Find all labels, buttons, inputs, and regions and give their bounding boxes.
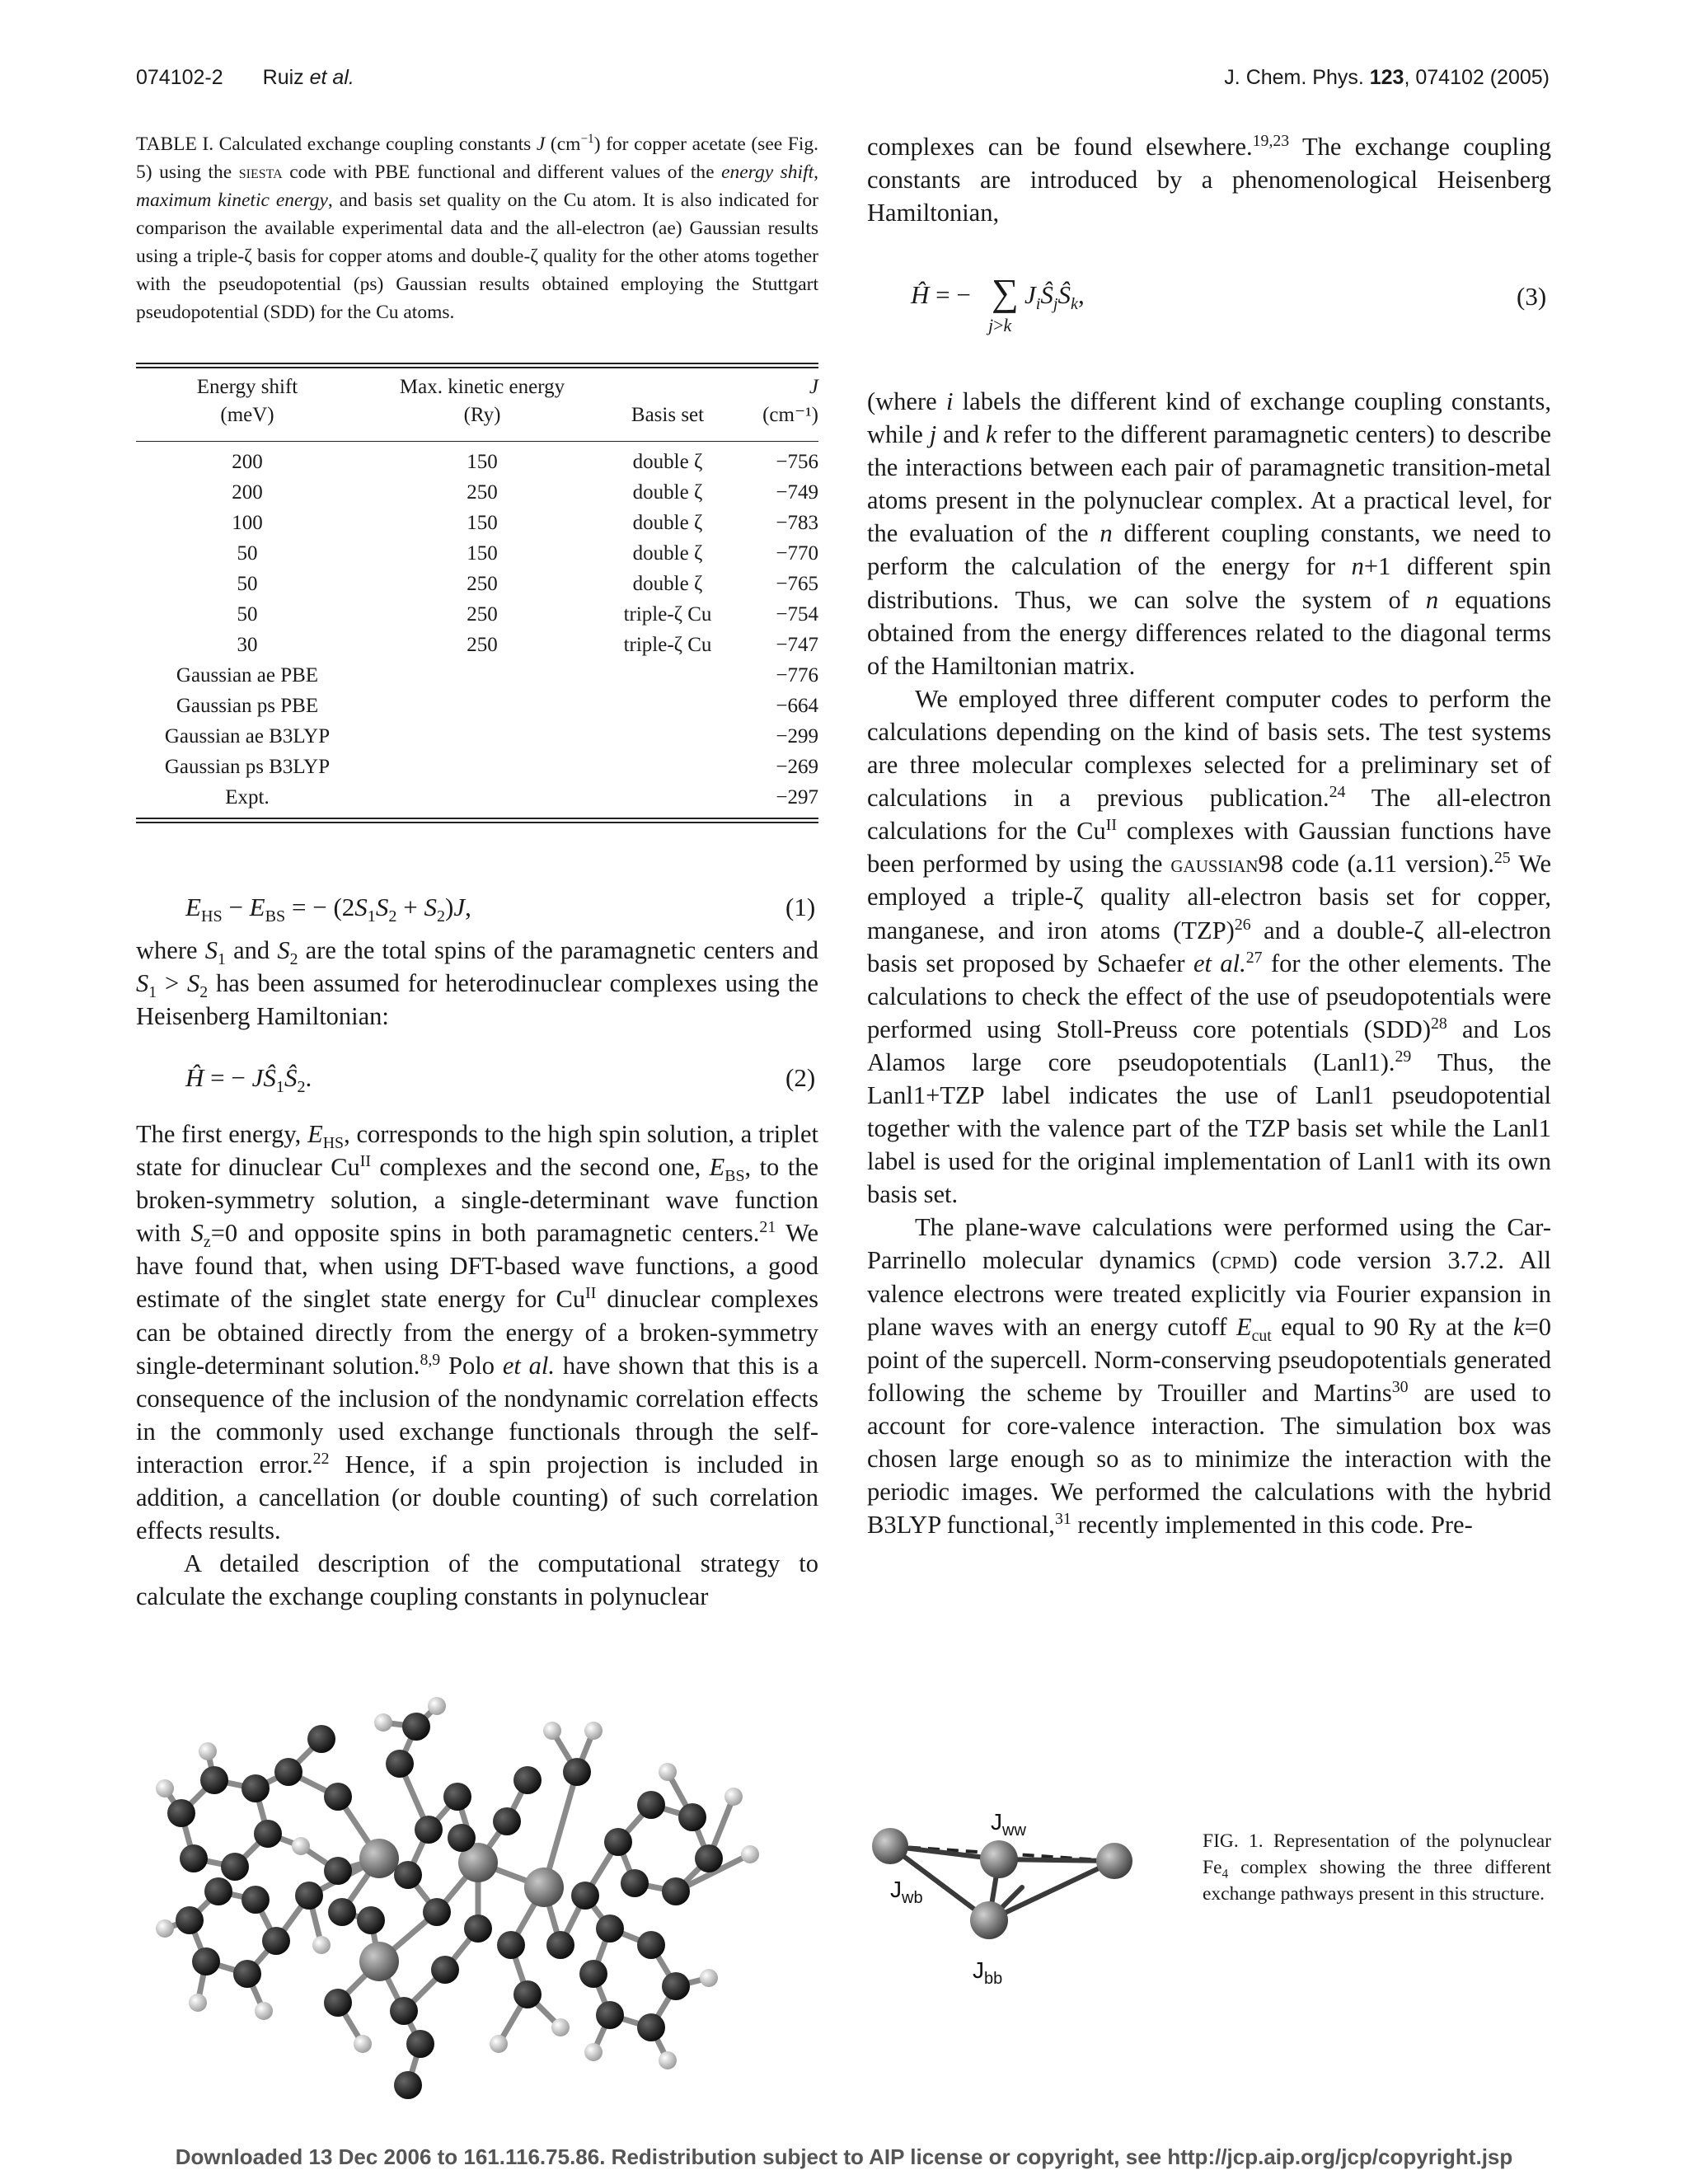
carbon-atom [493,1807,521,1835]
running-header-right [1224,66,1550,90]
hydrogen-atom [584,2043,603,2061]
table-row [136,660,818,691]
metal-atom [359,1942,399,1981]
carbon-atom [394,2071,422,2099]
label-jbb: $J_{bb}$ [973,1957,1003,1988]
hydrogen-atom [312,1936,331,1954]
table-cell: −297 [776,786,818,808]
carbon-atom [180,1844,208,1872]
carbon-atom [402,1713,430,1741]
carbon-atom [167,1799,195,1827]
table-bottom-rule [136,818,818,823]
carbon-atom [513,1766,542,1794]
table-row [136,447,818,477]
carbon-atom [621,1869,649,1897]
hydrogen-atom [255,2002,273,2020]
table-cell: 250 [467,603,498,626]
header-authors: Ruiz [262,66,304,89]
carbon-atom [596,2001,624,2029]
carbon-atom [307,1725,335,1753]
carbon-atom [221,1853,249,1881]
table-cell: 200 [232,481,263,504]
carbon-atom [176,1906,204,1934]
caption-italic: energy shift [721,162,814,183]
hydrogen-atom [354,2035,372,2053]
table-cell: double ζ [632,573,703,595]
table-cell: 200 [232,451,263,473]
carbon-atom [324,1783,352,1811]
journal-citation: , 074102 (2005) [1404,66,1550,89]
table-row [136,599,818,630]
table-cell: Gaussian ps PBE [176,695,319,717]
header-energy-shift: Energy shift (meV) [196,376,298,426]
table-cell: −299 [776,725,818,748]
left-column-main [136,1118,818,1613]
hydrogen-atom [551,2018,570,2036]
header-kinetic-energy: Max. kinetic energy (Ry) [399,376,565,426]
table-row [136,477,818,508]
table-row [136,752,818,782]
right-column-top [867,130,1551,229]
carbon-atom [464,1915,492,1943]
carbon-atom [204,1877,232,1905]
table-cell: triple-ζ Cu [623,603,712,626]
table-label: TABLE I. [136,134,214,155]
carbon-atom [192,1947,220,1975]
table-cell: −783 [776,512,818,534]
table-cell: Expt. [225,786,270,808]
hydrogen-atom [189,1994,207,2012]
table-row [136,782,818,813]
table-header-row [136,373,818,431]
carbon-atom [254,1820,282,1848]
caption-text: , and basis set quality on the Cu atom. It is also indicated for comparison the available experimental data and the all-electron (ae) Gaussian results using a triple-ζ basis for copper atoms and double-ζ quality for the other atoms together with the pseudopotential (ps) Gaussian results obtained employing the Stuttgart pseudopotential (SDD) for the Cu atoms. [136,190,818,323]
download-footer: Downloaded 13 Dec 2006 to 161.116.75.86. Redistribution subject to AIP license or copyright, see http://jcp.aip.org/jcp/copyright.jsp [175,2144,1513,2169]
carbon-atom [200,1766,228,1794]
caption-italic: maximum kinetic energy [136,190,328,211]
hydrogen-atom [156,1779,174,1797]
table-cell: double ζ [632,481,703,504]
carbon-atom [406,2030,434,2058]
metal-atom [524,1868,564,1907]
caption-text: Calculated exchange coupling constants [213,134,537,155]
table-cell: 100 [232,512,263,534]
carbon-atom [546,1931,574,1959]
caption-text: code with PBE functional and different values of the [282,162,722,183]
hydrogen-atom [156,1919,174,1938]
table-cell: −754 [776,603,818,626]
data-table [136,363,818,823]
table-cell: −747 [776,634,818,656]
table-cell: −756 [776,451,818,473]
caption-code: siesta [238,162,283,183]
table-cell: 150 [467,451,498,473]
table-cell: 50 [237,542,258,565]
molecule-atoms [156,1697,759,2099]
molecule-figure [132,1681,824,2110]
carbon-atom [637,1791,665,1819]
table-cell: 50 [237,603,258,626]
table-cell: 250 [467,481,498,504]
table-cell: double ζ [632,451,703,473]
table-row [136,538,818,569]
running-header-left [136,66,354,90]
hydrogen-atom [659,2051,677,2069]
equation-3-number: (3) [1517,282,1547,311]
journal-volume: 123 [1369,66,1404,89]
table-cell: 50 [237,573,258,595]
carbon-atom [262,1927,290,1955]
hydrogen-atom [659,1763,677,1781]
paragraph-planewave: The plane-wave calculations were performed using the Car-Parrinello molecular dynamics (cpmd) code version 3.7.2. All valence electrons were treated explicitly via Fourier expansion in plane waves with an energy cutoff $E_{cut}$ equal to 90 Ry at the k=0 point of the supercell. Norm-conserving pseudopotentials generated following the scheme by Trouiller and Martins$^{30}$ are used to account for core-valence interaction. The simulation box was chosen large enough so as to minimize the interaction with the periodic images. We performed the calculations with the hybrid B3LYP functional,$^{31}$ recently implemented in this code. Pre- [867,1213,1552,1540]
paragraph-strategy: A detailed description of the computational strategy to calculate the exchange coupling constants in polynuclear [136,1549,818,1611]
carbon-atom [637,1931,665,1959]
hydrogen-atom [543,1722,561,1740]
paragraph-energies: The first energy, $E_{HS}$, corresponds to the high spin solution, a triplet state for dinuclear $Cu^{II}$ complexes and the second one, $E_{BS}$, to the broken-symmetry solution, a single-determinant wave function with $S_z=0$ and opposite spins in both paramagnetic centers.$^{21}$ We have found that, when using DFT-based wave functions, a good estimate of the singlet state energy for $Cu^{II}$ dinuclear complexes can be obtained directly from the energy of a broken-symmetry single-determinant solution.$^{8,9}$ Polo et al. have shown that this is a consequence of the inclusion of the nondynamic correlation effects in the commonly used exchange functionals through the self-interaction error.$^{22}$ Hence, if a spin projection is included in addition, a cancellation (or double counting) of such correlation effects results. [136,1120,818,1545]
table-cell: double ζ [632,512,703,534]
equation-2-number: (2) [785,1063,816,1092]
table-body [136,442,818,818]
equation-1: $E_{HS} - E_{BS}$ = − $(2S_1S_2 + S_2)J$, [185,893,471,926]
table-cell: 150 [467,512,498,534]
carbon-atom [324,1989,352,2017]
carbon-atom [604,1828,632,1856]
hydrogen-atom [428,1697,446,1715]
carbon-atom [241,1886,270,1914]
carbon-atom [695,1844,723,1872]
hydrogen-atom [741,1845,759,1863]
equation-2: Ĥ = − $JŜ_1Ŝ_2$. [185,1063,312,1097]
metal-atom [359,1839,399,1878]
equation-3: Ĥ = − ∑ j>k $J_iŜ_jŜ_k$, [911,271,1085,335]
fe-atom [970,1901,1008,1939]
hydrogen-atom [292,1837,310,1855]
header-et-al: et al. [309,66,354,89]
carbon-atom [390,1997,418,2025]
table-row [136,569,818,599]
table-cell: 150 [467,542,498,565]
page-id: 074102-2 [136,66,223,89]
table-cell: −749 [776,481,818,504]
carbon-atom [662,1972,690,2000]
carbon-atom [328,1898,356,1926]
table-cell: −664 [776,695,818,717]
paragraph-labels: (where i labels the different kind of exchange coupling constants, while j and k refer to the different paramagnetic centers) to describe the interactions between each pair of paramagnetic transition-metal atoms present in the polynuclear complex. At a practical level, for the evaluation of the n different coupling constants, we need to perform the calculation of the energy for n+1 different spin distributions. Thus, we can solve the system of n equations obtained from the energy differences related to the diagonal terms of the Hamiltonian matrix. [867,387,1552,680]
table-cell: −776 [776,664,818,687]
table-cell: triple-ζ Cu [623,634,712,656]
table-cell: 250 [467,634,498,656]
carbon-atom [295,1882,323,1910]
paragraph-hamiltonian: complexes can be found elsewhere.$^{19,23}$ The exchange coupling constants are introduced by a phenomenological Heisenberg Hamiltonian, [867,131,1551,227]
hydrogen-atom [374,1713,392,1732]
table-caption: TABLE I. Calculated exchange coupling constants J $(cm^{-1})$ for copper acetate (see Fig. 5) using the siesta code with PBE functional and different values of the energy shift, maximum kinetic energy, and basis set quality on the Cu atom. It is also indicated for comparison the available experimental data and the all-electron (ae) Gaussian results using a triple-ζ basis for copper atoms and double-ζ quality for the other atoms together with the pseudopotential (ps) Gaussian results obtained employing the Stuttgart pseudopotential (SDD) for the Cu atoms. [136,132,818,323]
hydrogen-atom [700,1969,718,1987]
hydrogen-atom [724,1788,743,1806]
header-basis-set: Basis set [631,404,705,426]
carbon-atom [423,1898,451,1926]
table-row [136,721,818,752]
table-row [136,630,818,660]
table-row [136,508,818,538]
fe4-core-diagram [857,1805,1137,2003]
carbon-atom [386,1750,414,1778]
fe-atom [980,1840,1018,1878]
carbon-atom [241,1774,270,1802]
fe-atom [872,1828,908,1864]
carbon-atom [513,1980,542,2008]
table-cell: double ζ [632,542,703,565]
header-j: J (cm⁻¹) [762,376,818,426]
carbon-atom [596,1915,624,1943]
equation-1-number: (1) [785,893,816,921]
carbon-atom [233,1960,261,1988]
carbon-atom [431,1956,459,1984]
table-top-rule [136,363,818,368]
label-jww: $J_{ww}$ [991,1809,1026,1840]
table-cell: 250 [467,573,498,595]
carbon-atom [394,1861,422,1889]
carbon-atom [274,1758,302,1786]
caption-text: for copper acetate (see Fig. 5) using the [136,134,818,183]
carbon-atom [357,1906,385,1934]
table-row [136,691,818,721]
paragraph-codes: We employed three different computer codes to perform the calculations depending on the kind of basis sets. The test systems are three molecular complexes selected for a preliminary set of calculations in a previous publication.$^{24}$ The all-electron calculations for the $Cu^{II}$ complexes with Gaussian functions have been performed by using the gaussian98 code (a.11 version).$^{25}$ We employed a triple-ζ quality all-electron basis set for copper, manganese, and iron atoms (TZP)$^{26}$ and a double-ζ all-electron basis set proposed by Schaefer et al.$^{27}$ for the other elements. The calculations to check the effect of the use of pseudopotentials were performed using Stoll-Preuss core potentials (SDD)$^{28}$ and Los Alamos large core pseudopotentials (Lanl1).$^{29}$ Thus, the Lanl1+TZP label indicates the use of Lanl1 pseudopotential together with the valence part of the TZP basis set while the Lanl1 label is used for the original implementation of Lanl1 with its own basis set. [867,684,1551,1209]
table-cell: −765 [776,573,818,595]
table-cell: Gaussian ps B3LYP [164,756,331,778]
carbon-atom [563,1758,591,1786]
carbon-atom [637,2013,665,2041]
right-column-main [867,385,1551,1541]
journal-name: J. Chem. Phys. [1224,66,1364,89]
carbon-atom [571,1882,599,1910]
hydrogen-atom [490,2035,508,2053]
figure-caption: FIG. 1. Representation of the polynuclear $Fe_4$ complex showing the three different exchange pathways present in this structure. [1203,1830,1551,1905]
label-jwb: $J_{wb}$ [890,1877,923,1907]
carbon-atom [448,1824,476,1852]
carbon-atom [443,1783,471,1811]
left-column [136,934,818,1033]
carbon-atom [415,1816,443,1844]
carbon-atom [662,1877,690,1905]
fe-atom [1096,1843,1132,1879]
table-cell: −770 [776,542,818,565]
table-cell: Gaussian ae PBE [176,664,319,687]
carbon-atom [324,1857,352,1885]
caption-text: , [814,162,818,183]
carbon-atom [579,1960,607,1988]
hydrogen-atom [199,1742,217,1760]
carbon-atom [678,1803,706,1831]
table-cell: −269 [776,756,818,778]
table-cell: Gaussian ae B3LYP [164,725,331,748]
table-cell: 30 [237,634,258,656]
paragraph-spins: where $S_1$ and $S_2$ are the total spins of the paramagnetic centers and $S_1 > S_2$ has been assumed for heterodinuclear complexes using the Heisenberg Hamiltonian: [136,936,818,1031]
hydrogen-atom [584,1722,603,1740]
carbon-atom [497,1931,525,1959]
